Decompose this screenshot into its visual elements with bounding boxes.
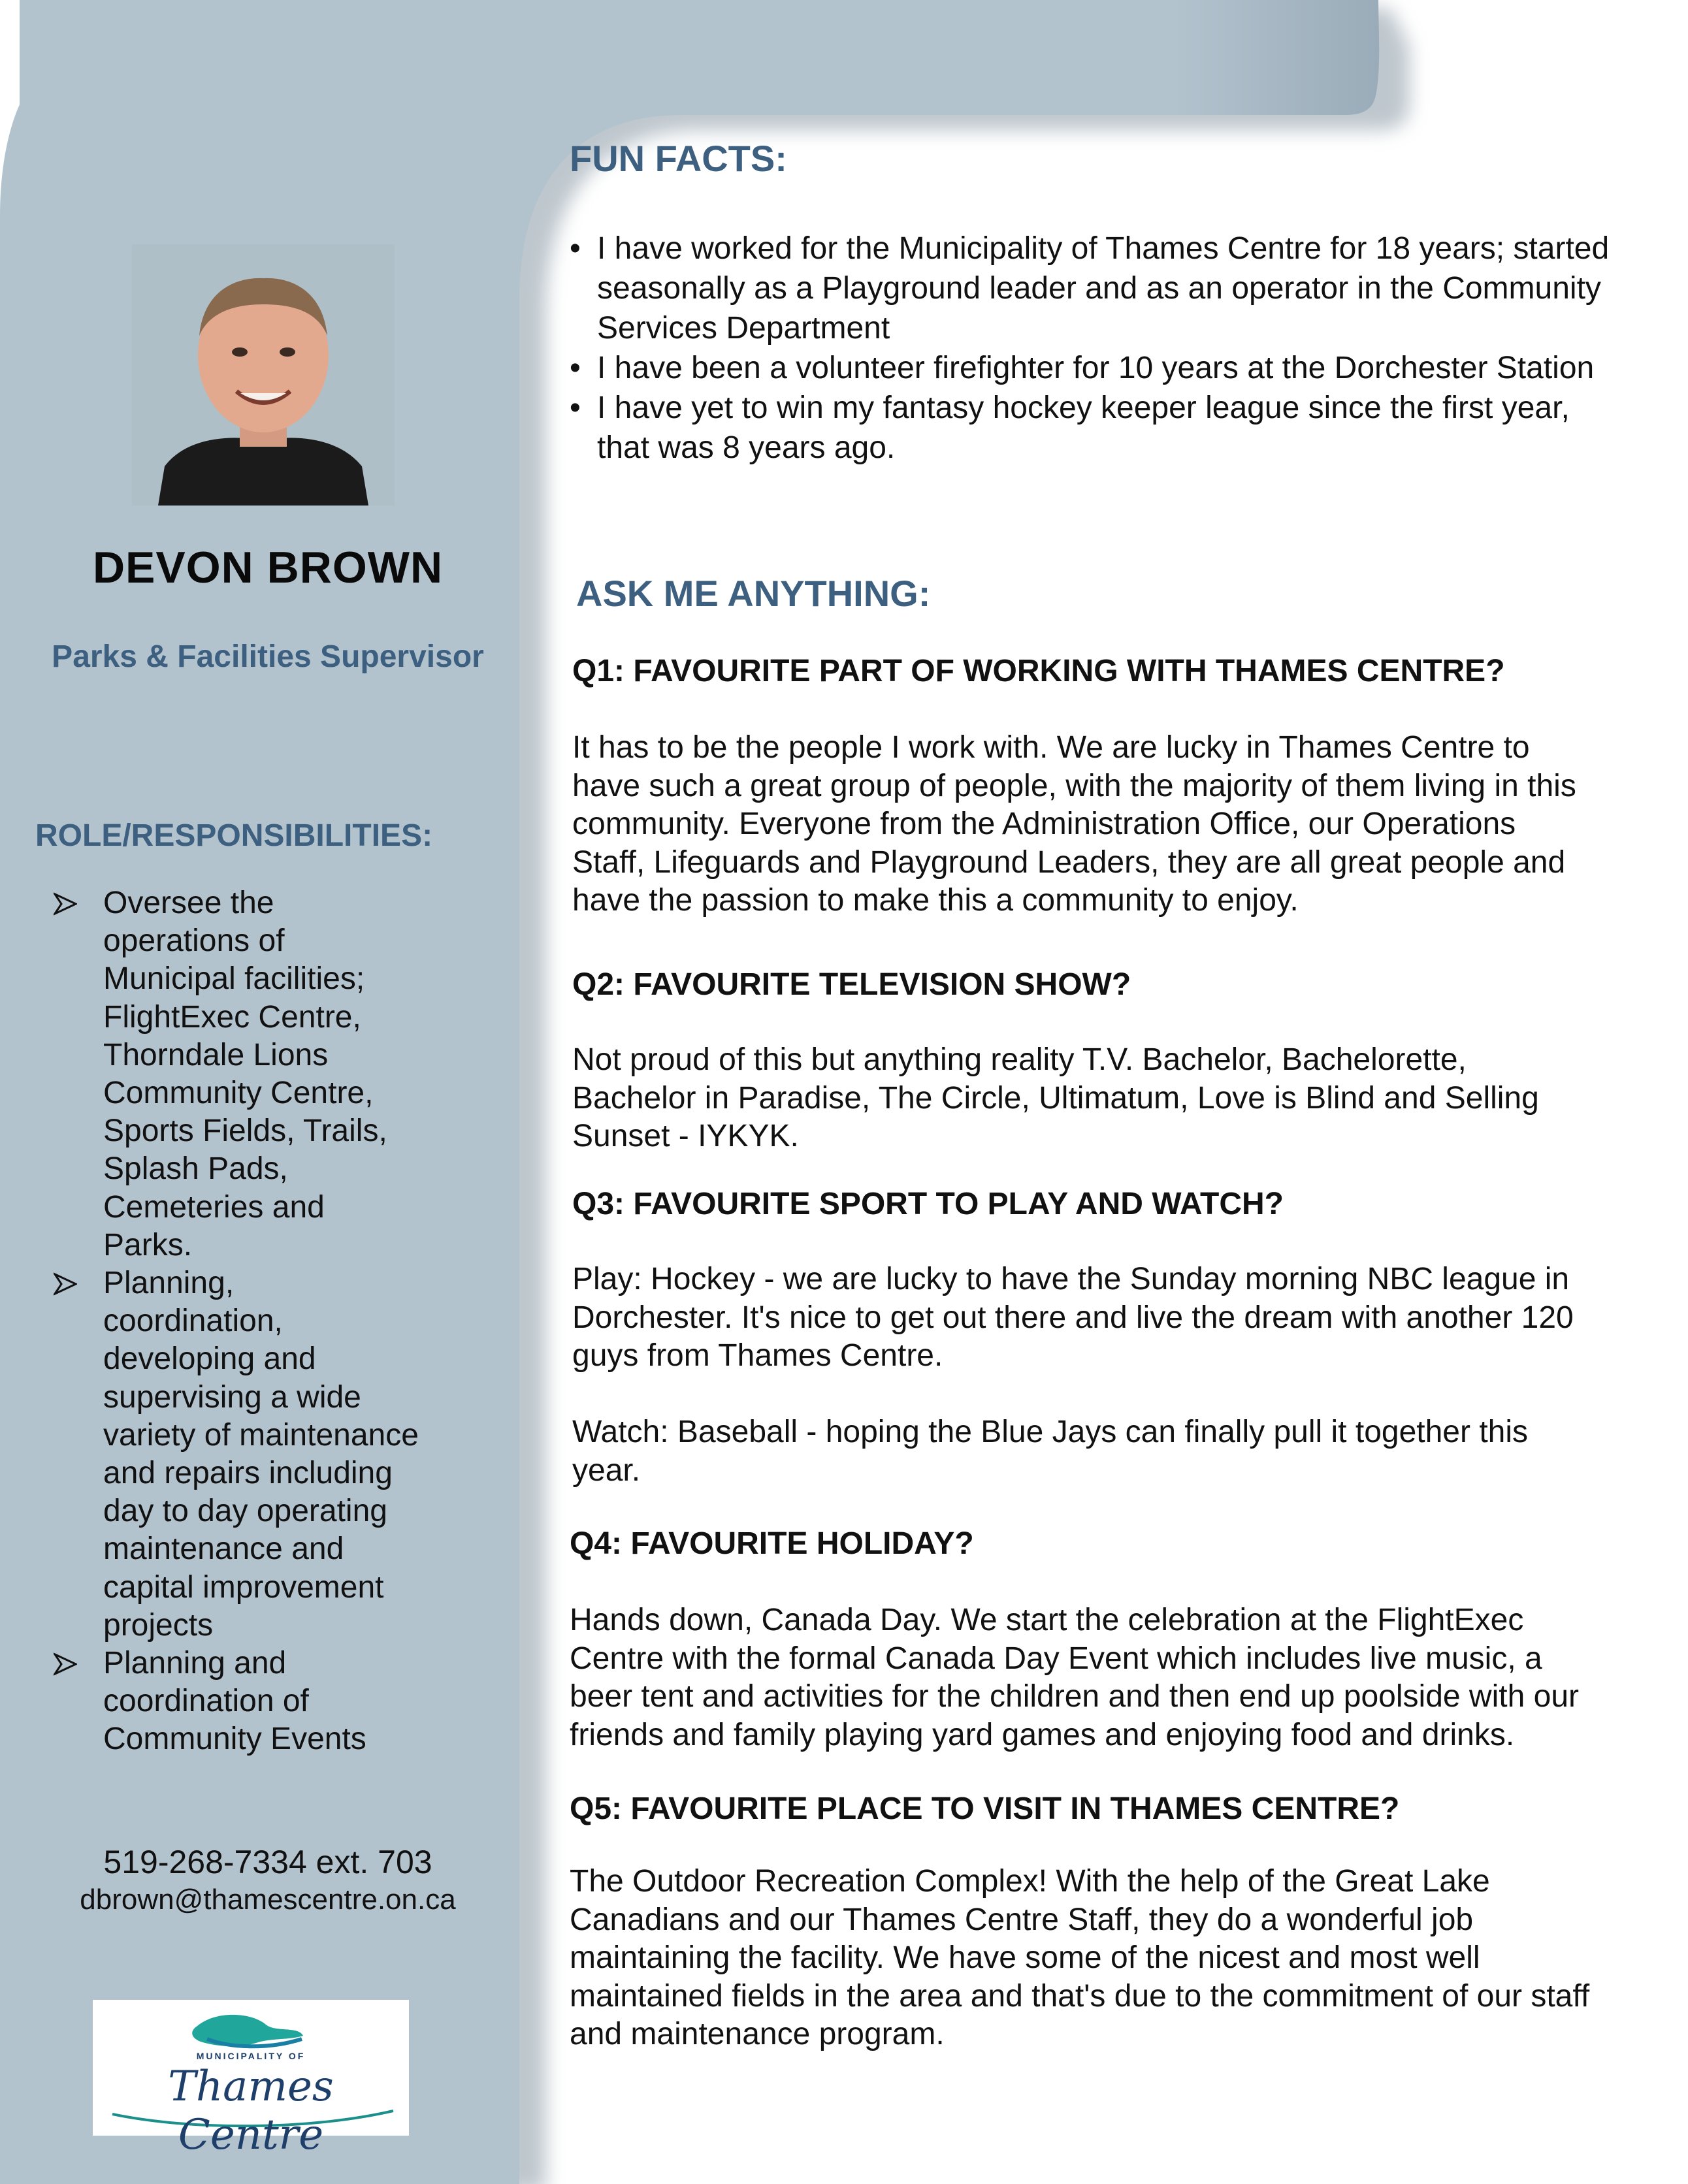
role-item: [47, 1645, 465, 1759]
role-line: projects: [103, 1607, 214, 1643]
contact-phone: 519-268-7334 ext. 703: [103, 1844, 432, 1880]
role-line: Municipal facilities;: [103, 961, 365, 997]
thames-centre-logo: [93, 2000, 409, 2159]
fun-fact-item: [566, 388, 1676, 468]
answer-4: [570, 1601, 1667, 1754]
fun-fact-line: I have yet to win my fantasy hockey keeper league since the first year,: [597, 391, 1570, 425]
answer-3: [572, 1261, 1670, 1375]
role-line: Planning,: [103, 1266, 235, 1301]
question-4: Q4: FAVOURITE HOLIDAY?: [570, 1526, 974, 1561]
role-line: supervising a wide: [103, 1379, 361, 1415]
role-line: coordination,: [103, 1304, 283, 1339]
fun-facts-heading: FUN FACTS:: [570, 138, 787, 179]
role-line: capital improvement: [103, 1569, 384, 1605]
answer-line: Watch: Baseball - hoping the Blue Jays can finally pull it together this: [572, 1415, 1529, 1449]
answer-5: [570, 1863, 1667, 2054]
answer-line: Hands down, Canada Day. We start the celebration at the FlightExec: [570, 1603, 1524, 1637]
answer-line: friends and family playing yard games and enjoying food and drinks.: [570, 1717, 1515, 1752]
answer-line: Dorchester. It's nice to get out there and live the dream with another 120: [572, 1300, 1574, 1335]
role-item: [47, 884, 465, 1264]
role-line: and repairs including: [103, 1456, 393, 1491]
fun-fact-line: seasonally as a Playground leader and as an operator in the Community: [597, 271, 1601, 306]
answer-line: maintaining the facility. We have some of the nicest and most well: [570, 1940, 1480, 1975]
role-line: variety of maintenance: [103, 1417, 419, 1453]
answer-line: and maintenance program.: [570, 2017, 945, 2051]
answer-1: [572, 729, 1670, 920]
question-1: Q1: FAVOURITE PART OF WORKING WITH THAMES CENTRE?: [572, 654, 1505, 688]
answer-line: Not proud of this but anything reality T.V. Bachelor, Bachelorette,: [572, 1042, 1467, 1077]
fun-fact-item: [566, 348, 1676, 388]
answer-line: Bachelor in Paradise, The Circle, Ultimatum, Love is Blind and Selling: [572, 1080, 1539, 1116]
answer-line: year.: [572, 1453, 641, 1488]
answer-line: Play: Hockey - we are lucky to have the Sunday morning NBC league in: [572, 1262, 1570, 1296]
answer-line: The Outdoor Recreation Complex! With the help of the Great Lake: [570, 1864, 1490, 1899]
answer-line: have the passion to make this a community to enjoy.: [572, 883, 1299, 918]
role-line: day to day operating: [103, 1494, 387, 1529]
role-line: Parks.: [103, 1227, 193, 1262]
bullet-dot-icon: •: [570, 351, 581, 385]
person-name: DEVON BROWN: [92, 543, 444, 592]
answer-line: It has to be the people I work with. We are lucky in Thames Centre to: [572, 730, 1530, 765]
contact-email: dbrown@thamescentre.on.ca: [80, 1884, 456, 1916]
role-line: Sports Fields, Trails,: [103, 1114, 387, 1149]
role-list: [47, 884, 465, 1759]
answer-line: Staff, Lifeguards and Playground Leaders, they are all great people and: [572, 844, 1566, 880]
bullet-dot-icon: •: [570, 391, 581, 425]
profile-photo: [132, 244, 395, 506]
role-item: [47, 1264, 465, 1645]
role-line: Thorndale Lions: [103, 1037, 329, 1072]
role-line: operations of: [103, 923, 285, 959]
portrait-illustration: [132, 244, 395, 506]
answer-line: community. Everyone from the Administration Office, our Operations: [572, 807, 1516, 841]
answer-2: [572, 1041, 1670, 1156]
fun-fact-line: I have been a volunteer firefighter for 10 years at the Dorchester Station: [597, 351, 1595, 385]
answer-line: have such a great group of people, with the majority of them living in this: [572, 768, 1576, 803]
arrow-bullet-icon: [54, 892, 77, 916]
job-title: Parks & Facilities Supervisor: [52, 639, 484, 674]
fun-facts-list: [566, 229, 1676, 468]
fun-fact-line: that was 8 years ago.: [597, 430, 896, 465]
fun-fact-item: [566, 229, 1676, 348]
question-2: Q2: FAVOURITE TELEVISION SHOW?: [572, 967, 1131, 1002]
role-line: FlightExec Centre,: [103, 999, 361, 1035]
logo-top-text: MUNICIPALITY OF: [196, 2051, 306, 2061]
fun-fact-line: I have worked for the Municipality of Thames Centre for 18 years; started: [597, 231, 1610, 266]
role-line: Community Centre,: [103, 1076, 374, 1111]
answer-line: Sunset - IYKYK.: [572, 1119, 799, 1153]
role-line: Community Events: [103, 1722, 366, 1757]
answer-line: Canadians and our Thames Centre Staff, they do a wonderful job: [570, 1902, 1474, 1937]
answer-line: beer tent and activities for the children and then end up poolside with our: [570, 1679, 1579, 1714]
question-5: Q5: FAVOURITE PLACE TO VISIT IN THAMES CENTRE?: [570, 1791, 1400, 1826]
question-3: Q3: FAVOURITE SPORT TO PLAY AND WATCH?: [572, 1187, 1284, 1221]
ask-me-anything-heading: ASK ME ANYTHING:: [576, 573, 931, 614]
logo-name-text: Thames Centre: [168, 2063, 334, 2159]
role-line: developing and: [103, 1341, 316, 1377]
arrow-bullet-icon: [54, 1652, 77, 1676]
role-heading: ROLE/RESPONSIBILITIES:: [35, 818, 433, 853]
fun-fact-line: Services Department: [597, 311, 890, 345]
bullet-dot-icon: •: [570, 231, 581, 266]
answer-line: Centre with the formal Canada Day Event which includes live music, a: [570, 1641, 1542, 1676]
role-line: coordination of: [103, 1684, 309, 1719]
answer-line: guys from Thames Centre.: [572, 1338, 943, 1373]
role-line: maintenance and: [103, 1532, 344, 1567]
role-line: Cemeteries and: [103, 1189, 325, 1225]
role-line: Oversee the: [103, 886, 274, 920]
role-line: Planning and: [103, 1646, 287, 1681]
answer-3-watch: [572, 1413, 1670, 1490]
role-line: Splash Pads,: [103, 1151, 288, 1187]
answer-line: maintained fields in the area and that's due to the commitment of our staff: [570, 1978, 1590, 2014]
arrow-bullet-icon: [54, 1272, 77, 1296]
